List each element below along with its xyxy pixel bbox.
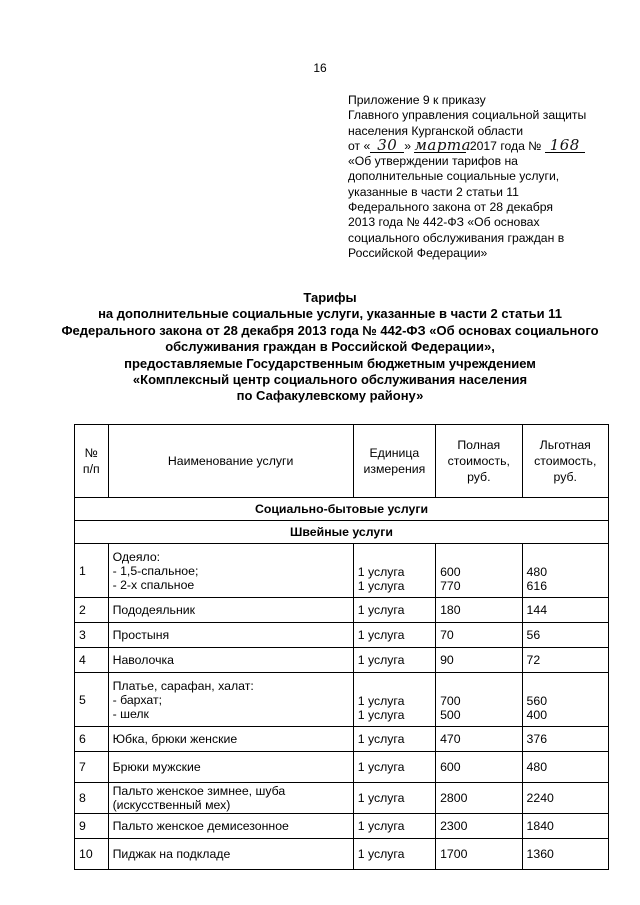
date-prefix: от « [348,138,371,153]
row-name: Пододеяльник [108,598,353,623]
row-name: Юбка, брюки женские [108,727,353,752]
row-unit: 1 услуга [353,623,435,648]
title-line-7: по Сафакулевскому району» [236,388,424,404]
row-unit: 1 услуга [353,814,435,839]
row-name: Пальто женское зимнее, шуба (искусственный мех) [108,783,353,814]
row-num: 8 [75,783,109,814]
row-full: 1700 [436,839,522,870]
appendix-block [348,93,628,261]
row-unit: 1 услуга [353,727,435,752]
row-num: 5 [75,673,109,727]
row-full: 470 [436,727,522,752]
row-pref: 56 [522,623,608,648]
row-full: 600 [436,752,522,783]
row-full: 2800 [436,783,522,814]
tariffs-table [74,424,609,870]
title-line-1: Тарифы [303,290,357,305]
row-num: 6 [75,727,109,752]
handwritten-day: 30 [370,139,404,153]
table-row [75,814,609,839]
row-pref: 1840 [522,814,608,839]
appendix-line-9: 2013 года № 442-ФЗ «Об основах [348,215,540,230]
appendix-line-5: «Об утверждении тарифов на [348,154,518,169]
row-full: 2300 [436,814,522,839]
header-name: Наименование услуги [108,425,353,498]
row-name: Одеяло: - 1,5-спальное; - 2-х спальное [108,544,353,598]
row-name: Платье, сарафан, халат: - бархат; - шелк [108,673,353,727]
row-full: 600 770 [436,544,522,598]
title-line-5: предоставляемые Государственным бюджетным учреждением [124,355,536,371]
row-full: 70 [436,623,522,648]
section-row [75,521,609,544]
header-num: № п/п [75,425,109,498]
row-name: Простыня [108,623,353,648]
title-line-3: Федерального закона от 28 декабря 2013 года № 442-ФЗ «Об основах социального [61,322,599,338]
row-unit: 1 услуга [353,598,435,623]
row-full: 90 [436,648,522,673]
appendix-line-7: указанные в части 2 статьи 11 [348,184,519,199]
header-pref-cost: Льготная стоимость, руб. [522,425,608,498]
row-num: 2 [75,598,109,623]
table-row [75,648,609,673]
table-row [75,544,609,598]
row-num: 9 [75,814,109,839]
row-unit: 1 услуга [353,752,435,783]
row-pref: 560 400 [522,673,608,727]
section-sewing: Швейные услуги [75,521,609,544]
handwritten-month: марта [414,135,472,154]
row-num: 10 [75,839,109,870]
section-social-household: Социально-бытовые услуги [75,498,609,521]
row-pref: 2240 [522,783,608,814]
row-pref: 480 616 [522,544,608,598]
appendix-line-1: Приложение 9 к приказу [348,93,486,107]
appendix-line-8: Федерального закона от 28 декабря [348,200,553,215]
row-unit: 1 услуга 1 услуга [353,544,435,598]
table-row [75,839,609,870]
header-full-cost: Полная стоимость, руб. [436,425,522,498]
table-row [75,598,609,623]
row-num: 1 [75,544,109,598]
page-number: 16 [313,61,327,75]
row-unit: 1 услуга 1 услуга [353,673,435,727]
table-row [75,623,609,648]
table-row [75,752,609,783]
row-num: 4 [75,648,109,673]
row-unit: 1 услуга [353,839,435,870]
row-name: Пиджак на подкладе [108,839,353,870]
row-name: Пальто женское демисезонное [108,814,353,839]
title-line-2: на дополнительные социальные услуги, указанные в части 2 статьи 11 [98,306,562,322]
row-pref: 1360 [522,839,608,870]
row-pref: 72 [522,648,608,673]
appendix-line-6: дополнительные социальные услуги, [348,169,560,184]
section-row [75,498,609,521]
date-year: 2017 года № [469,138,542,153]
table-row [75,783,609,814]
table-row [75,673,609,727]
row-name: Брюки мужские [108,752,353,783]
table-header-row [75,425,609,498]
date-mid: » [404,138,412,153]
row-full: 180 [436,598,522,623]
title-line-6: «Комплексный центр социального обслуживания населения [132,372,528,388]
row-pref: 376 [522,727,608,752]
appendix-line-3: населения Курганской области [348,123,524,138]
handwritten-number: 168 [545,139,585,153]
row-pref: 144 [522,598,608,623]
document-title [40,290,620,405]
row-num: 7 [75,752,109,783]
row-full: 700 500 [436,673,522,727]
row-pref: 480 [522,752,608,783]
appendix-date-line [348,135,628,154]
appendix-line-2: Главного управления социальной защиты [348,108,587,123]
row-num: 3 [75,623,109,648]
appendix-line-10: социального обслуживания граждан в [348,230,565,245]
header-unit: Единица измерения [353,425,435,498]
title-line-4: обслуживания граждан в Российской Федерации», [165,339,495,355]
table-row [75,727,609,752]
row-name: Наволочка [108,648,353,673]
row-unit: 1 услуга [353,648,435,673]
appendix-line-11: Российской Федерации» [348,245,488,260]
row-unit: 1 услуга [353,783,435,814]
